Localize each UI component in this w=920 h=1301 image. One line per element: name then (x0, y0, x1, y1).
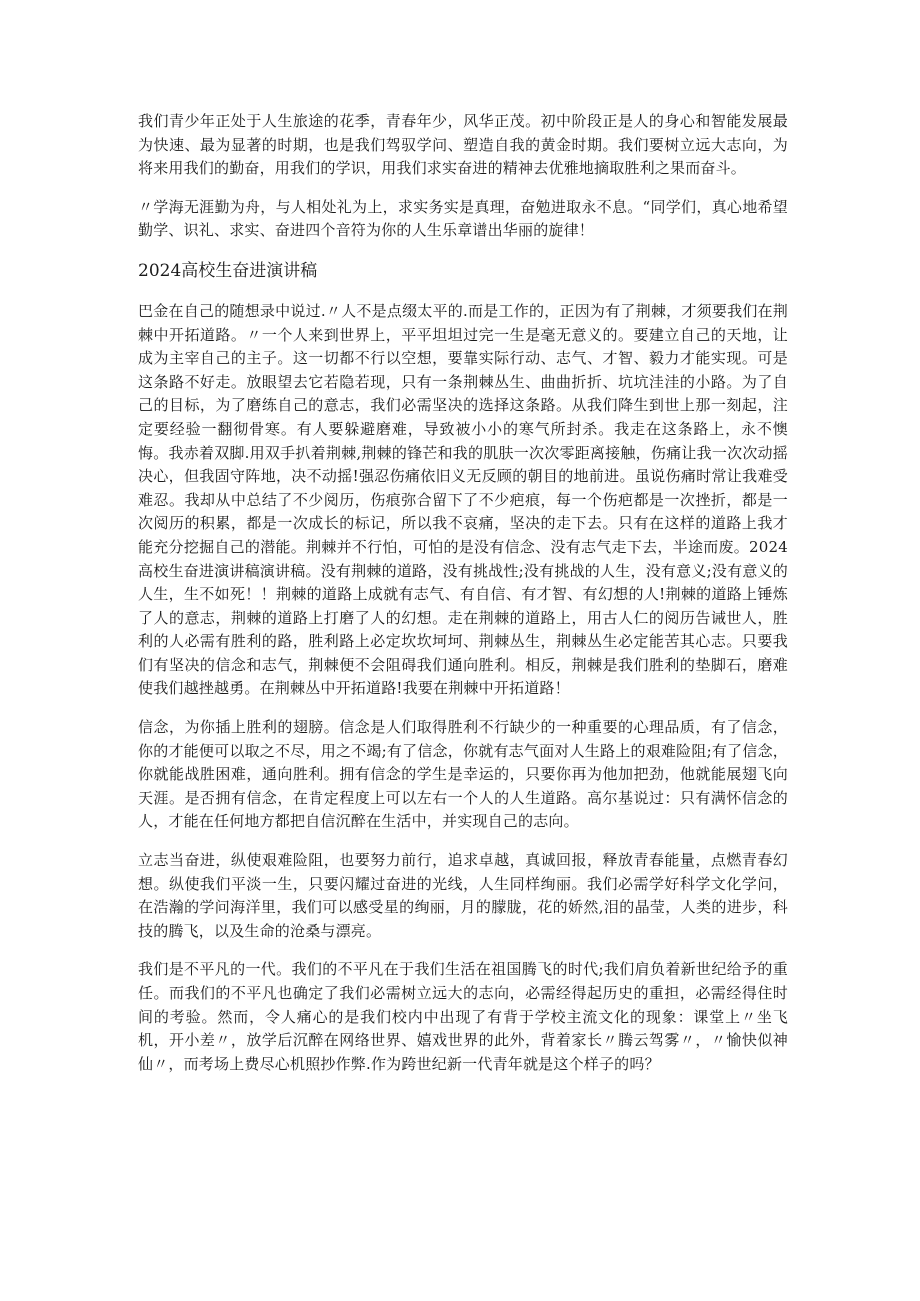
body-paragraph-1: 巴金在自己的随想录中说过.〃人不是点缀太平的.而是工作的，正因为有了荆棘，才须要我们在荆棘中开拓道路。〃一个人来到世界上，平平坦坦过完一生是毫无意义的。要建立自己的天地，让成为主宰自己的主子。这一切都不行以空想，要靠实际行动、志气、才智、毅力才能实现。可是这条路不好走。放眼望去它若隐若现，只有一条荆棘丛生、曲曲折折、坑坑洼洼的小路。为了自己的目标，为了磨练自己的意志，我们必需坚决的选择这条路。从我们降生到世上那一刻起，注定要经验一翻彻骨寒。有人要躲避磨难，导致被小小的寒气所封杀。我走在这条路上，永不懊悔。我赤着双脚.用双手扒着荆棘,荆棘的锋芒和我的肌肤一次次零距离接触，伤痛让我一次次动摇决心，但我固守阵地，决不动摇!强忍伤痛依旧义无反顾的朝目的地前进。虽说伤痛时常让我难受难忍。我却从中总结了不少阅历，伤痕弥合留下了不少疤痕，每一个伤疤都是一次挫折，都是一次阅历的积累，都是一次成长的标记，所以我不哀痛，坚决的走下去。只有在这样的道路上我才能充分挖掘自己的潜能。荆棘并不行怕，可怕的是没有信念、没有志气走下去，半途而废。2024高校生奋进演讲稿演讲稿。没有荆棘的道路，没有挑战性;没有挑战的人生，没有意义;没有意义的人生，生不如死！！荆棘的道路上成就有志气、有自信、有才智、有幻想的人!荆棘的道路上锤炼了人的意志，荆棘的道路上打磨了人的幻想。走在荆棘的道路上，用古人仁的阅历告诫世人，胜利的人必需有胜利的路，胜利路上必定坎坎坷坷、荆棘丛生，荆棘丛生必定能苦其心志。只要我们有坚决的信念和志气，荆棘便不会阻碍我们通向胜利。相反，荆棘是我们胜利的垫脚石，磨难使我们越挫越勇。在荆棘丛中开拓道路!我要在荆棘中开拓道路！ (138, 301, 788, 698)
body-paragraph-3: 立志当奋进，纵使艰难险阻，也要努力前行，追求卓越，真诚回报，释放青春能量，点燃青春幻想。纵使我们平淡一生，只要闪耀过奋进的光线，人生同样绚丽。我们必需学好科学文化学问，在浩瀚的学问海洋里，我们可以感受星的绚丽，月的朦胧，花的娇然,泪的晶莹，人类的进步，科技的腾飞，以及生命的沧桑与漂亮。 (138, 851, 788, 940)
body-paragraph-4: 我们是不平凡的一代。我们的不平凡在于我们生活在祖国腾飞的时代;我们肩负着新世纪给予的重任。而我们的不平凡也确定了我们必需树立远大的志向，必需经得起历史的重担，必需经得住时间的考验。然而，令人痛心的是我们校内中出现了有背于学校主流文化的现象：课堂上〃坐飞机，开小差〃，放学后沉醉在网络世界、嬉戏世界的此外，背着家长〃腾云驾雾〃，〃愉快似神仙〃，而考场上费尽心机照抄作弊.作为跨世纪新一代青年就是这个样子的吗？ (138, 960, 788, 1073)
document-page (138, 110, 788, 1091)
intro-paragraph-1: 我们青少年正处于人生旅途的花季，青春年少，风华正茂。初中阶段正是人的身心和智能发展最为快速、最为显著的时期，也是我们驾驭学问、塑造自我的黄金时期。我们要树立远大志向，为将来用我们的勤奋，用我们的学识，用我们求实奋进的精神去优雅地摘取胜利之果而奋斗。 (138, 112, 788, 178)
body-paragraph-2: 信念，为你插上胜利的翅膀。信念是人们取得胜利不行缺少的一种重要的心理品质，有了信念，你的才能便可以取之不尽，用之不竭;有了信念，你就有志气面对人生路上的艰难险阻;有了信念，你就能战胜困难，通向胜利。拥有信念的学生是幸运的，只要你再为他加把劲，他就能展翅飞向天涯。是否拥有信念，在肯定程度上可以左右一个人的人生道路。高尔基说过：只有满怀信念的人，才能在任何地方都把自信沉醉在生活中，并实现自己的志向。 (138, 718, 788, 831)
intro-paragraph-2: 〃学海无涯勤为舟，与人相处礼为上，求实务实是真理，奋勉进取永不息。“同学们，真心地希望勤学、识礼、求实、奋进四个音符为你的人生乐章谱出华丽的旋律！ (138, 197, 788, 240)
section-heading: 2024高校生奋进演讲稿 (138, 260, 318, 281)
